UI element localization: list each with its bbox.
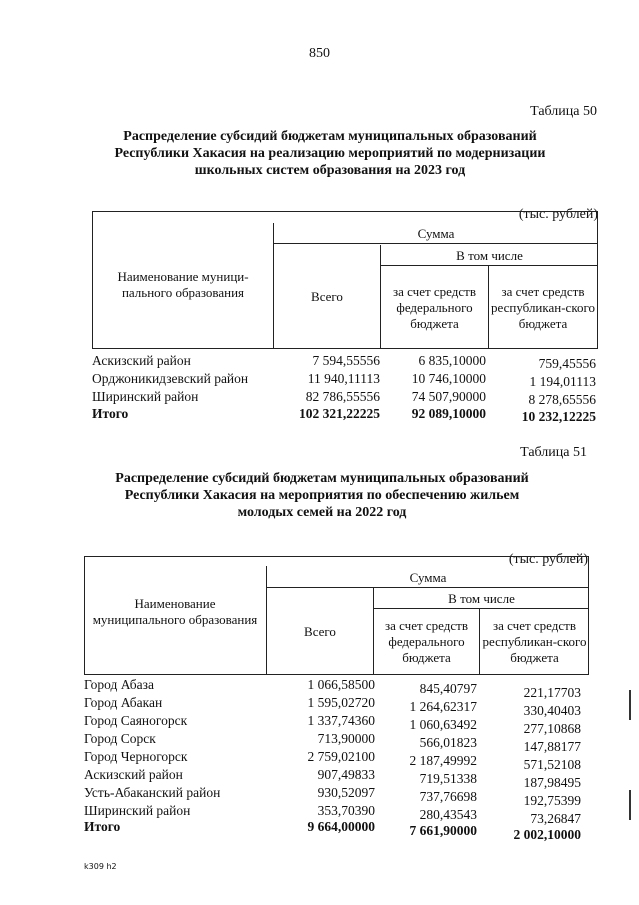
row-name: Орджоникидзевский район bbox=[92, 371, 249, 386]
row-name: Усть-Абаканский район bbox=[84, 785, 221, 800]
row-name: Итого bbox=[84, 819, 121, 834]
row-republic: 221,17703 bbox=[523, 685, 581, 700]
table-50-header-federal: за счет средств федерального бюджета bbox=[393, 284, 476, 331]
row-total: 1 337,74360 bbox=[307, 713, 375, 728]
row-republic: 2 002,10000 bbox=[513, 827, 581, 842]
row-republic: 8 278,65556 bbox=[528, 392, 596, 407]
row-name: Аскизский район bbox=[92, 353, 191, 368]
row-republic: 330,40403 bbox=[523, 703, 581, 718]
table-50-header-name: Наименование муници-пального образования bbox=[117, 269, 249, 300]
row-federal: 6 835,10000 bbox=[418, 353, 486, 368]
row-name: Ширинский район bbox=[84, 803, 191, 818]
row-federal: 7 661,90000 bbox=[409, 823, 477, 838]
row-federal: 92 089,10000 bbox=[411, 406, 486, 421]
scan-mark bbox=[629, 690, 631, 720]
row-total: 713,90000 bbox=[317, 731, 375, 746]
table-51-header-federal: за счет средств федерального бюджета bbox=[385, 618, 468, 665]
row-total: 930,52097 bbox=[317, 785, 375, 800]
table-50-header-total: Всего bbox=[311, 289, 343, 304]
table-51-header-name: Наименование муниципального образования bbox=[92, 596, 258, 627]
row-total: 82 786,55556 bbox=[305, 389, 380, 404]
page-number: 850 bbox=[309, 46, 330, 61]
row-federal: 566,01823 bbox=[419, 735, 477, 750]
table-51-units: (тыс. рублей) bbox=[508, 552, 588, 567]
row-federal: 2 187,49992 bbox=[409, 753, 477, 768]
table-50-title-line: школьных систем образования на 2023 год bbox=[194, 163, 466, 178]
row-federal: 74 507,90000 bbox=[411, 389, 486, 404]
table-50-title-line: Распределение субсидий бюджетам муниципальных образований bbox=[123, 129, 537, 144]
table-51-header-republic: за счет средств республикан-ского бюджета bbox=[482, 618, 587, 665]
row-republic: 187,98495 bbox=[523, 775, 581, 790]
row-republic: 147,88177 bbox=[523, 739, 581, 754]
row-republic: 1 194,01113 bbox=[529, 374, 596, 389]
table-51-col-divider bbox=[479, 608, 480, 675]
table-51-title-line: Распределение субсидий бюджетам муниципальных образований bbox=[115, 471, 529, 486]
row-federal: 1 060,63492 bbox=[409, 717, 477, 732]
table-50-col-divider bbox=[488, 265, 489, 349]
row-federal: 737,76698 bbox=[419, 789, 477, 804]
table-51-title-line: молодых семей на 2022 год bbox=[237, 505, 407, 520]
table-50-row-divider bbox=[380, 265, 598, 266]
table-50-header-sum: Сумма bbox=[417, 226, 455, 241]
row-total: 102 321,22225 bbox=[299, 406, 380, 421]
row-federal: 280,43543 bbox=[419, 807, 477, 822]
row-federal: 845,40797 bbox=[419, 681, 477, 696]
row-total: 907,49833 bbox=[317, 767, 375, 782]
table-51-body bbox=[84, 676, 589, 840]
row-name: Город Саяногорск bbox=[84, 713, 188, 728]
table-51-label: Таблица 51 bbox=[520, 445, 587, 460]
row-name: Итого bbox=[92, 406, 129, 421]
table-51-row-divider bbox=[373, 608, 589, 609]
row-total: 7 594,55556 bbox=[312, 353, 380, 368]
table-51-title bbox=[52, 470, 592, 521]
row-republic: 759,45556 bbox=[538, 356, 596, 371]
table-51-header-sum: Сумма bbox=[409, 569, 447, 585]
row-republic: 277,10868 bbox=[523, 721, 581, 736]
row-total: 9 664,00000 bbox=[307, 819, 375, 834]
row-name: Город Абакан bbox=[84, 695, 163, 710]
footer-code: k309 h2 bbox=[84, 862, 117, 871]
row-republic: 10 232,12225 bbox=[521, 409, 596, 424]
table-50-title-line: Республики Хакасия на реализацию мероприятий по модернизации bbox=[114, 146, 546, 161]
table-51-row-divider bbox=[266, 587, 589, 588]
row-total: 353,70390 bbox=[317, 803, 375, 818]
table-50-header-including: В том числе bbox=[456, 247, 523, 263]
row-total: 1 066,58500 bbox=[307, 677, 375, 692]
row-federal: 1 264,62317 bbox=[409, 699, 477, 714]
row-federal: 719,51338 bbox=[419, 771, 477, 786]
row-federal: 10 746,10000 bbox=[411, 371, 486, 386]
row-republic: 571,52108 bbox=[523, 757, 581, 772]
table-50-label: Таблица 50 bbox=[530, 104, 597, 119]
table-51-header-including: В том числе bbox=[448, 590, 515, 606]
table-50-units: (тыс. рублей) bbox=[518, 207, 598, 222]
row-name: Аскизский район bbox=[84, 767, 183, 782]
row-republic: 73,26847 bbox=[530, 811, 581, 826]
row-total: 2 759,02100 bbox=[307, 749, 375, 764]
row-name: Город Сорск bbox=[84, 731, 156, 746]
row-republic: 192,75399 bbox=[523, 793, 581, 808]
row-name: Ширинский район bbox=[92, 389, 199, 404]
row-name: Город Абаза bbox=[84, 677, 154, 692]
table-50-header-republic: за счет средств республикан-ского бюджета bbox=[491, 284, 595, 331]
row-total: 1 595,02720 bbox=[307, 695, 375, 710]
table-51-title-line: Республики Хакасия на мероприятия по обеспечению жильем bbox=[124, 488, 520, 503]
scan-mark bbox=[629, 790, 631, 820]
row-name: Город Черногорск bbox=[84, 749, 188, 764]
table-51-header-total: Всего bbox=[304, 623, 336, 639]
table-50-title bbox=[60, 128, 600, 179]
table-50-body bbox=[92, 352, 598, 428]
row-total: 11 940,11113 bbox=[307, 371, 380, 386]
